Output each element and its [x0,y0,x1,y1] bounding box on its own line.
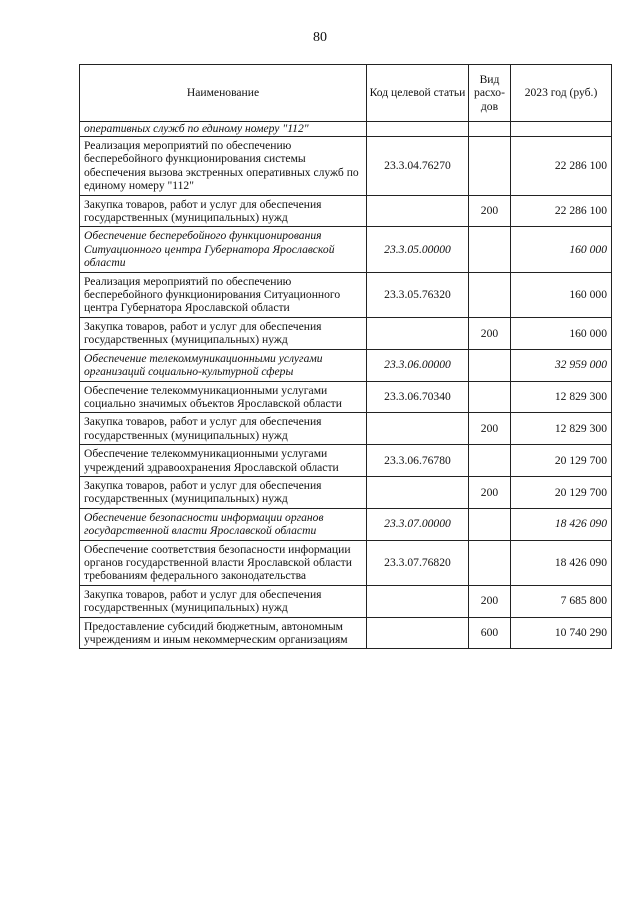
cell-code [367,476,469,508]
cell-sum: 22 286 100 [511,195,612,227]
cell-type: 200 [469,413,511,445]
cell-code: 23.3.05.76320 [367,272,469,317]
cell-name: Обеспечение бесперебойного функционирования Ситуационного центра Губернатора Ярославской области [80,227,367,272]
cell-name: Обеспечение телекоммуникационными услугами социально значимых объектов Ярославской области [80,381,367,413]
cell-name: Обеспечение безопасности информации органов государственной власти Ярославской области [80,508,367,540]
cell-type [469,508,511,540]
table-header-row [80,65,612,122]
cell-name: оперативных служб по единому номеру "112" [80,122,367,137]
cell-sum: 7 685 800 [511,585,612,617]
cell-type: 200 [469,476,511,508]
header-type: Вид расхо-дов [469,65,511,122]
cell-code: 23.3.04.76270 [367,137,469,196]
table-row [80,137,612,196]
cell-name: Реализация мероприятий по обеспечению бесперебойного функционирования Ситуационного центра Губернатора Ярославской области [80,272,367,317]
header-name: Наименование [80,65,367,122]
cell-type [469,272,511,317]
cell-name: Предоставление субсидий бюджетным, автономным учреждениям и иным некоммерческим организациям [80,617,367,649]
table-row [80,349,612,381]
cell-code: 23.3.05.00000 [367,227,469,272]
cell-sum: 18 426 090 [511,508,612,540]
cell-code [367,317,469,349]
cell-code [367,617,469,649]
table-row [80,540,612,585]
page-number: 80 [313,30,327,45]
table-row [80,585,612,617]
table-row [80,445,612,477]
table-row [80,195,612,227]
cell-name: Реализация мероприятий по обеспечению бесперебойного функционирования системы обеспечения вызова экстренных оперативных служб по единому номеру "112" [80,137,367,196]
cell-sum: 160 000 [511,317,612,349]
table-row [80,508,612,540]
cell-type: 200 [469,585,511,617]
cell-code: 23.3.06.00000 [367,349,469,381]
header-code: Код целевой статьи [367,65,469,122]
cell-sum: 160 000 [511,227,612,272]
table-row [80,617,612,649]
cell-name: Закупка товаров, работ и услуг для обеспечения государственных (муниципальных) нужд [80,476,367,508]
cell-name: Обеспечение соответствия безопасности информации органов государственной власти Ярославской области требованиям федерального законодательства [80,540,367,585]
table-row [80,227,612,272]
table-row [80,413,612,445]
cell-sum: 20 129 700 [511,445,612,477]
cell-code [367,413,469,445]
cell-type [469,445,511,477]
cell-type: 600 [469,617,511,649]
cell-sum: 160 000 [511,272,612,317]
table-row [80,476,612,508]
cell-type [469,137,511,196]
table-row [80,122,612,137]
cell-name: Обеспечение телекоммуникационными услугами организаций социально-культурной сферы [80,349,367,381]
cell-code: 23.3.06.76780 [367,445,469,477]
cell-sum [511,122,612,137]
cell-code [367,195,469,227]
cell-code: 23.3.06.70340 [367,381,469,413]
cell-sum: 18 426 090 [511,540,612,585]
cell-name: Закупка товаров, работ и услуг для обеспечения государственных (муниципальных) нужд [80,585,367,617]
cell-name: Закупка товаров, работ и услуг для обеспечения государственных (муниципальных) нужд [80,317,367,349]
cell-sum: 12 829 300 [511,413,612,445]
cell-type [469,381,511,413]
cell-sum: 20 129 700 [511,476,612,508]
cell-code [367,585,469,617]
cell-code: 23.3.07.00000 [367,508,469,540]
budget-table [79,64,612,649]
cell-name: Закупка товаров, работ и услуг для обеспечения государственных (муниципальных) нужд [80,413,367,445]
cell-type: 200 [469,317,511,349]
cell-code: 23.3.07.76820 [367,540,469,585]
cell-type: 200 [469,195,511,227]
cell-code [367,122,469,137]
cell-sum: 22 286 100 [511,137,612,196]
cell-name: Обеспечение телекоммуникационными услугами учреждений здравоохранения Ярославской области [80,445,367,477]
cell-type [469,227,511,272]
table-row [80,272,612,317]
table-row [80,381,612,413]
cell-type [469,540,511,585]
cell-sum: 10 740 290 [511,617,612,649]
cell-type [469,349,511,381]
table-body [80,122,612,649]
cell-sum: 32 959 000 [511,349,612,381]
cell-name: Закупка товаров, работ и услуг для обеспечения государственных (муниципальных) нужд [80,195,367,227]
table-row [80,317,612,349]
header-year: 2023 год (руб.) [511,65,612,122]
cell-type [469,122,511,137]
cell-sum: 12 829 300 [511,381,612,413]
